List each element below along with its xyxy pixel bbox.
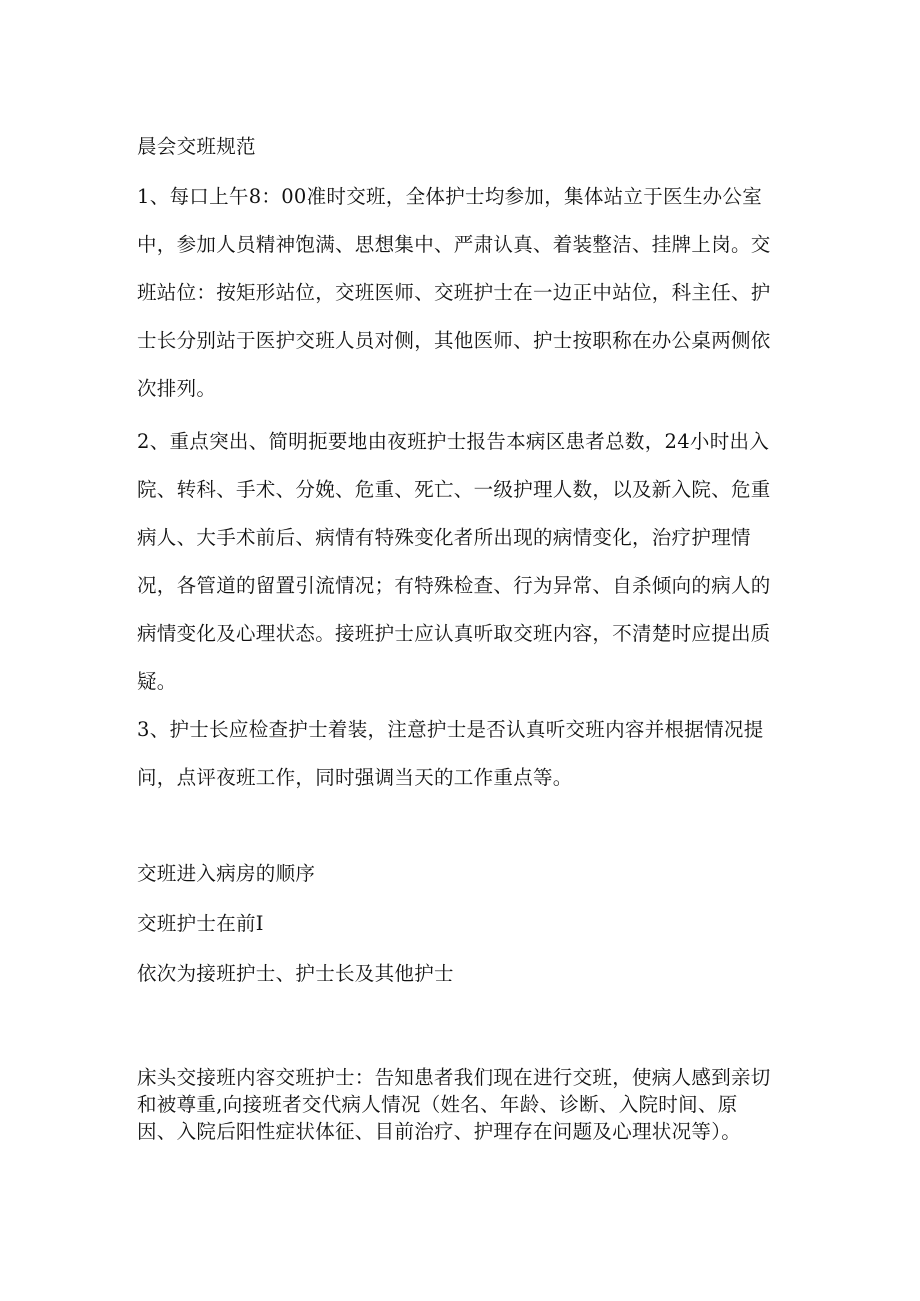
- paragraph-line: 1、每口上午8：00准时交班，全体护士均参加，集体站立于医生办公室: [137, 185, 763, 208]
- paragraph-line: 2、重点突出、简明扼要地由夜班护士报告本病区患者总数，24小时出入: [137, 430, 770, 453]
- section-title-ward-order: 交班进入病房的顺序: [137, 862, 316, 885]
- paragraph-line: 问，点评夜班工作，同时强调当天的工作重点等。: [137, 766, 573, 789]
- paragraph-line: 床头交接班内容交班护士：告知患者我们现在进行交班，使病人感到亲切: [137, 1066, 771, 1089]
- paragraph-line: 中，参加人员精神饱满、思想集中、严肃认真、着装整洁、挂牌上岗。交: [137, 233, 771, 256]
- paragraph-line: 士长分别站于医护交班人员对侧，其他医师、护士按职称在办公桌两侧依: [137, 329, 771, 352]
- section-title-morning-handover: 晨会交班规范: [137, 135, 256, 158]
- paragraph-line: 和被尊重,向接班者交代病人情况（姓名、年龄、诊断、入院时间、原: [137, 1093, 738, 1116]
- paragraph-line: 病人、大手术前后、病情有特殊变化者所出现的病情变化，治疗护理情: [137, 526, 751, 549]
- paragraph-bedside-handover: [137, 1066, 787, 1147]
- ward-order-line-2: 依次为接班护士、护士长及其他护士: [137, 962, 454, 985]
- paragraph-line: 院、转科、手术、分娩、危重、死亡、一级护理人数，以及新入院、危重: [137, 478, 771, 501]
- paragraph-line: 因、入院后阳性症状体征、目前治疗、护理存在问题及心理状况等）。: [137, 1120, 742, 1143]
- paragraph-line: 次排列。: [137, 377, 217, 400]
- paragraph-line: 病情变化及心理状态。接班护士应认真听取交班内容，不清楚时应提出质: [137, 622, 771, 645]
- paragraph-line: 疑。: [137, 670, 177, 693]
- ward-order-line-1: 交班护士在前I: [137, 912, 264, 935]
- paragraph-item-3: [137, 718, 787, 814]
- paragraph-line: 况，各管道的留置引流情况；有特殊检查、行为异常、自杀倾向的病人的: [137, 574, 771, 597]
- paragraph-item-2: [137, 430, 787, 718]
- paragraph-line: 班站位：按矩形站位，交班医师、交班护士在一边正中站位，科主任、护: [137, 281, 771, 304]
- paragraph-line: 3、护士长应检查护士着装，注意护士是否认真听交班内容并根据情况提: [137, 718, 764, 741]
- paragraph-item-1: [137, 185, 787, 425]
